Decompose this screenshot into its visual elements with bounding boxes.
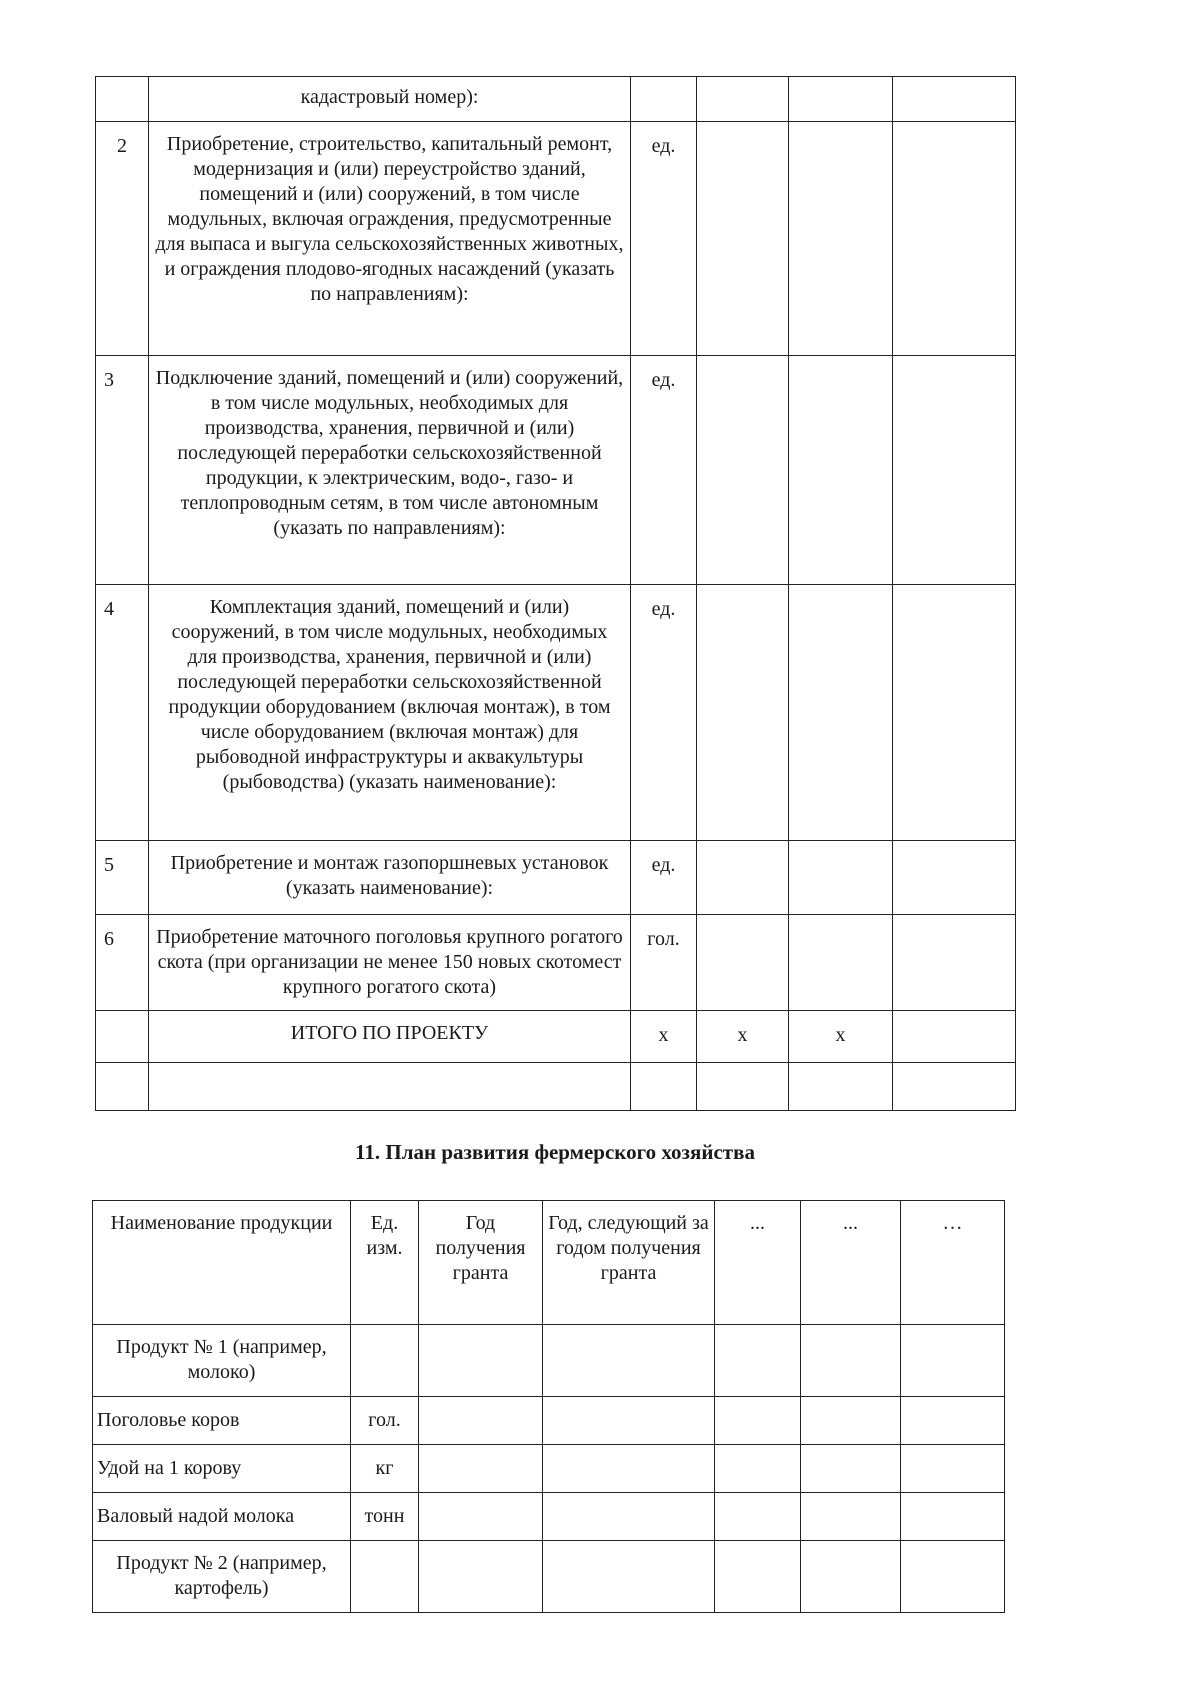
table-row bbox=[96, 122, 1016, 356]
value-cell bbox=[801, 1325, 901, 1397]
row-description: Приобретение, строительство, капитальный ремонт, модернизация и (или) переустройство зданий, помещений и (или) сооружений, в том числе модульных, включая ограждения, предусмотренные для выпаса и выгула сельскохозяйственных животных, и ограждения плодово-ягодных насаждений (указать по направлениям): bbox=[149, 122, 631, 356]
value-cell bbox=[801, 1397, 901, 1445]
value-cell bbox=[543, 1493, 715, 1541]
product-unit bbox=[351, 1541, 419, 1613]
total-label: ИТОГО ПО ПРОЕКТУ bbox=[149, 1011, 631, 1063]
product-name: Продукт № 2 (например, картофель) bbox=[93, 1541, 351, 1613]
empty-cell bbox=[789, 1063, 893, 1111]
value-cell bbox=[893, 356, 1016, 585]
value-cell bbox=[901, 1445, 1005, 1493]
value-cell bbox=[801, 1493, 901, 1541]
value-cell bbox=[901, 1541, 1005, 1613]
product-name: Поголовье коров bbox=[93, 1397, 351, 1445]
table-row bbox=[93, 1397, 1005, 1445]
value-cell bbox=[789, 585, 893, 841]
value-cell bbox=[901, 1397, 1005, 1445]
value-cell bbox=[697, 841, 789, 915]
value-cell bbox=[893, 122, 1016, 356]
row-number: 3 bbox=[96, 356, 149, 585]
header-grant-year: Год получения гранта bbox=[419, 1201, 543, 1325]
value-cell bbox=[715, 1397, 801, 1445]
section-heading: 11. План развития фермерского хозяйства bbox=[355, 1140, 755, 1164]
value-cell bbox=[715, 1493, 801, 1541]
value-cell bbox=[893, 1011, 1016, 1063]
product-name: Удой на 1 корову bbox=[93, 1445, 351, 1493]
table-row bbox=[96, 1063, 1016, 1111]
value-cell bbox=[419, 1397, 543, 1445]
table-row bbox=[96, 585, 1016, 841]
value-cell bbox=[901, 1493, 1005, 1541]
value-cell bbox=[893, 585, 1016, 841]
row-description: Комплектация зданий, помещений и (или) сооружений, в том числе модульных, необходимых для производства, хранения, первичной и (или) последующей переработки сельскохозяйственной продукции оборудованием (включая монтаж), в том числе оборудованием (включая монтаж) для рыбоводной инфраструктуры и аквакультуры (рыбоводства) (указать наименование): bbox=[149, 585, 631, 841]
row-description: Приобретение маточного поголовья крупного рогатого скота (при организации не менее 150 новых скотомест крупного рогатого скота) bbox=[149, 915, 631, 1011]
product-unit: гол. bbox=[351, 1397, 419, 1445]
header-product-name: Наименование продукции bbox=[93, 1201, 351, 1325]
value-cell bbox=[901, 1325, 1005, 1397]
value-cell bbox=[697, 122, 789, 356]
empty-cell bbox=[96, 1063, 149, 1111]
total-x-mark: х bbox=[789, 1011, 893, 1063]
row-unit: ед. bbox=[631, 585, 697, 841]
value-cell bbox=[801, 1445, 901, 1493]
row-unit: гол. bbox=[631, 915, 697, 1011]
total-x-mark: х bbox=[697, 1011, 789, 1063]
value-cell bbox=[789, 356, 893, 585]
value-cell bbox=[789, 915, 893, 1011]
value-cell bbox=[789, 841, 893, 915]
total-x-mark: х bbox=[631, 1011, 697, 1063]
table-row bbox=[93, 1493, 1005, 1541]
value-cell bbox=[715, 1541, 801, 1613]
header-ellipsis: … bbox=[901, 1201, 1005, 1325]
row-unit bbox=[631, 77, 697, 122]
row-number bbox=[96, 1011, 149, 1063]
value-cell bbox=[697, 585, 789, 841]
value-cell bbox=[801, 1541, 901, 1613]
product-unit: тонн bbox=[351, 1493, 419, 1541]
row-unit: ед. bbox=[631, 122, 697, 356]
empty-cell bbox=[631, 1063, 697, 1111]
value-cell bbox=[543, 1397, 715, 1445]
table-row bbox=[96, 356, 1016, 585]
value-cell bbox=[789, 122, 893, 356]
row-number bbox=[96, 77, 149, 122]
empty-cell bbox=[893, 1063, 1016, 1111]
value-cell bbox=[419, 1325, 543, 1397]
value-cell bbox=[543, 1445, 715, 1493]
row-number: 4 bbox=[96, 585, 149, 841]
header-ellipsis: ... bbox=[801, 1201, 901, 1325]
farm-development-plan-table bbox=[92, 1200, 1005, 1613]
row-number: 6 bbox=[96, 915, 149, 1011]
value-cell bbox=[697, 356, 789, 585]
empty-cell bbox=[149, 1063, 631, 1111]
row-number: 5 bbox=[96, 841, 149, 915]
table-header-row bbox=[93, 1201, 1005, 1325]
total-row bbox=[96, 1011, 1016, 1063]
row-description: Приобретение и монтаж газопоршневых установок (указать наименование): bbox=[149, 841, 631, 915]
product-unit: кг bbox=[351, 1445, 419, 1493]
value-cell bbox=[893, 77, 1016, 122]
product-unit bbox=[351, 1325, 419, 1397]
table-row bbox=[93, 1325, 1005, 1397]
product-name: Продукт № 1 (например, молоко) bbox=[93, 1325, 351, 1397]
row-description: Подключение зданий, помещений и (или) сооружений, в том числе модульных, необходимых для производства, хранения, первичной и (или) последующей переработки сельскохозяйственной продукции, к электрическим, водо-, газо- и теплопроводным сетям, в том числе автономным (указать по направлениям): bbox=[149, 356, 631, 585]
header-next-year: Год, следующий за годом получения гранта bbox=[543, 1201, 715, 1325]
value-cell bbox=[697, 77, 789, 122]
value-cell bbox=[419, 1493, 543, 1541]
header-ellipsis: ... bbox=[715, 1201, 801, 1325]
row-unit: ед. bbox=[631, 356, 697, 585]
value-cell bbox=[419, 1541, 543, 1613]
value-cell bbox=[419, 1445, 543, 1493]
product-name: Валовый надой молока bbox=[93, 1493, 351, 1541]
value-cell bbox=[789, 77, 893, 122]
value-cell bbox=[697, 915, 789, 1011]
empty-cell bbox=[697, 1063, 789, 1111]
row-description: кадастровый номер): bbox=[149, 77, 631, 122]
value-cell bbox=[543, 1325, 715, 1397]
grant-expenses-table bbox=[95, 76, 1016, 1111]
row-number: 2 bbox=[96, 122, 149, 356]
value-cell bbox=[893, 915, 1016, 1011]
value-cell bbox=[715, 1325, 801, 1397]
row-unit: ед. bbox=[631, 841, 697, 915]
table-row bbox=[96, 841, 1016, 915]
table-row bbox=[93, 1445, 1005, 1493]
header-unit: Ед. изм. bbox=[351, 1201, 419, 1325]
value-cell bbox=[715, 1445, 801, 1493]
table-row bbox=[93, 1541, 1005, 1613]
value-cell bbox=[543, 1541, 715, 1613]
value-cell bbox=[893, 841, 1016, 915]
table-row bbox=[96, 77, 1016, 122]
table-row bbox=[96, 915, 1016, 1011]
